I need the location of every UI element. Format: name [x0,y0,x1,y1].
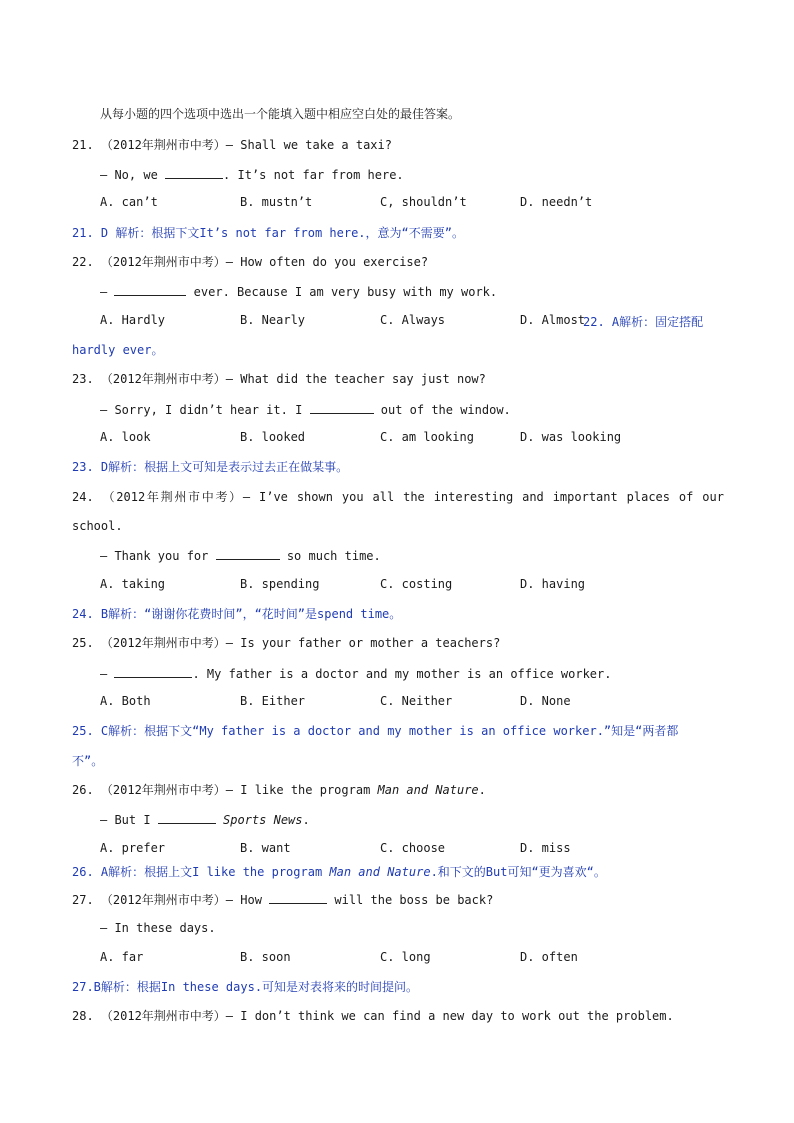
q24-option-a: A. taking [100,577,166,591]
q26-answer-italic: Man and Nature [329,865,431,879]
q25-option-a: A. Both [100,694,151,708]
q23-option-c: C. am looking [380,430,474,444]
q26-answer-pre: 26. A解析：根据上文I like the program [72,865,330,879]
q27-option-c: C. long [380,950,431,964]
q24-option-d: D. having [520,577,586,591]
q22-answer-cont: hardly ever。 [72,343,164,357]
question-25-stem: 25. （2012年荆州市中考）— Is your father or mother a teachers? [72,636,501,650]
q25-answer: 25. C解析：根据下文“My father is a doctor and my mother is an office worker.”知是“两者都 [72,724,679,738]
q24-option-b: B. spending [240,577,320,591]
q22-option-c: C. Always [380,313,446,327]
q26-option-d: D. miss [520,841,571,855]
q24-answer: 24. B解析：“谢谢你花费时间”，“花时间”是spend time。 [72,607,402,621]
question-24-line2 [100,547,724,564]
q27-stem-pre: 27. （2012年荆州市中考）— How [72,893,270,907]
q27-option-b: B. soon [240,950,291,964]
q26-option-c: C. choose [380,841,446,855]
q22-option-d: D. Almost [520,313,586,327]
q23-option-a: A. look [100,430,151,444]
question-22-stem: 22. （2012年荆州市中考）— How often do you exercise? [72,255,429,269]
q27-blank [269,891,327,904]
question-21-line2 [100,166,724,183]
q25-answer-cont: 不”。 [72,754,104,768]
q24-line2-post: so much time. [279,549,381,563]
q26-line2-italic: Sports News [223,813,303,827]
question-27-stem [72,891,724,908]
q23-blank [310,401,374,414]
q25-blank [114,665,192,678]
q26-option-b: B. want [240,841,291,855]
q25-option-d: D. None [520,694,571,708]
q26-blank [158,811,216,824]
q26-stem-pre: 26. （2012年荆州市中考）— I like the program [72,783,378,797]
question-26-line2 [100,811,724,828]
q23-option-b: B. looked [240,430,306,444]
q26-stem-post: . [478,783,486,797]
question-23-line2 [100,401,724,418]
q22-option-b: B. Nearly [240,313,306,327]
q24-blank [216,547,280,560]
q24-line2-pre: — Thank you for [100,549,216,563]
q24-option-c: C. costing [380,577,453,591]
q22-line2-post: ever. Because I am very busy with my work. [186,285,498,299]
q26-stem-italic: Man and Nature [377,783,479,797]
q26-answer-post: .和下文的But可知“更为喜欢“。 [430,865,606,879]
question-24-stem: 24. （2012年荆州市中考）— I’ve shown you all the interesting and important places of our [72,490,724,504]
instruction: 从每小题的四个选项中选出一个能填入题中相应空白处的最佳答案。 [100,107,461,121]
q21-answer: 21. D 解析：根据下文It’s not far from here.，意为“不需要”。 [72,226,464,240]
q21-option-c: C, shouldn’t [380,195,467,209]
question-24-stem-cont: school. [72,519,123,533]
q25-line2-post: . My father is a doctor and my mother is an office worker. [192,667,612,681]
question-25-line2 [100,665,724,682]
question-22-line2 [100,283,724,300]
q26-option-a: A. prefer [100,841,166,855]
q23-line2-post: out of the window. [373,403,511,417]
q22-option-a: A. Hardly [100,313,166,327]
q26-answer [72,864,724,880]
q21-line2-post: . It’s not far from here. [223,168,404,182]
question-26-stem [72,782,724,798]
question-23-stem: 23. （2012年荆州市中考）— What did the teacher say just now? [72,372,486,386]
q21-option-a: A. can’t [100,195,158,209]
q23-answer: 23. D解析：根据上文可知是表示过去正在做某事。 [72,460,349,474]
q26-line2-pre: — But I [100,813,158,827]
q22-blank [114,283,186,296]
q25-line2-pre: — [100,667,115,681]
q21-option-b: B. mustn’t [240,195,313,209]
q25-option-b: B. Either [240,694,306,708]
question-27-line2: — In these days. [100,921,216,935]
q27-answer: 27.B解析：根据In these days.可知是对表将来的时间提问。 [72,980,419,994]
q26-line2-post: . [302,813,310,827]
q25-option-c: C. Neither [380,694,453,708]
q22-answer-inline: 22. A解析：固定搭配 [583,315,704,329]
question-28-stem: 28. （2012年荆州市中考）— I don’t think we can find a new day to work out the problem. [72,1009,674,1023]
question-21-stem: 21. （2012年荆州市中考）— Shall we take a taxi? [72,138,392,152]
q21-line2-pre: — No, we [100,168,166,182]
q21-option-d: D. needn’t [520,195,593,209]
q22-line2-pre: — [100,285,115,299]
q21-blank [165,166,223,179]
q27-stem-post: will the boss be back? [327,893,494,907]
q27-option-a: A. far [100,950,144,964]
q27-option-d: D. often [520,950,578,964]
q23-option-d: D. was looking [520,430,622,444]
q23-line2-pre: — Sorry, I didn’t hear it. I [100,403,310,417]
